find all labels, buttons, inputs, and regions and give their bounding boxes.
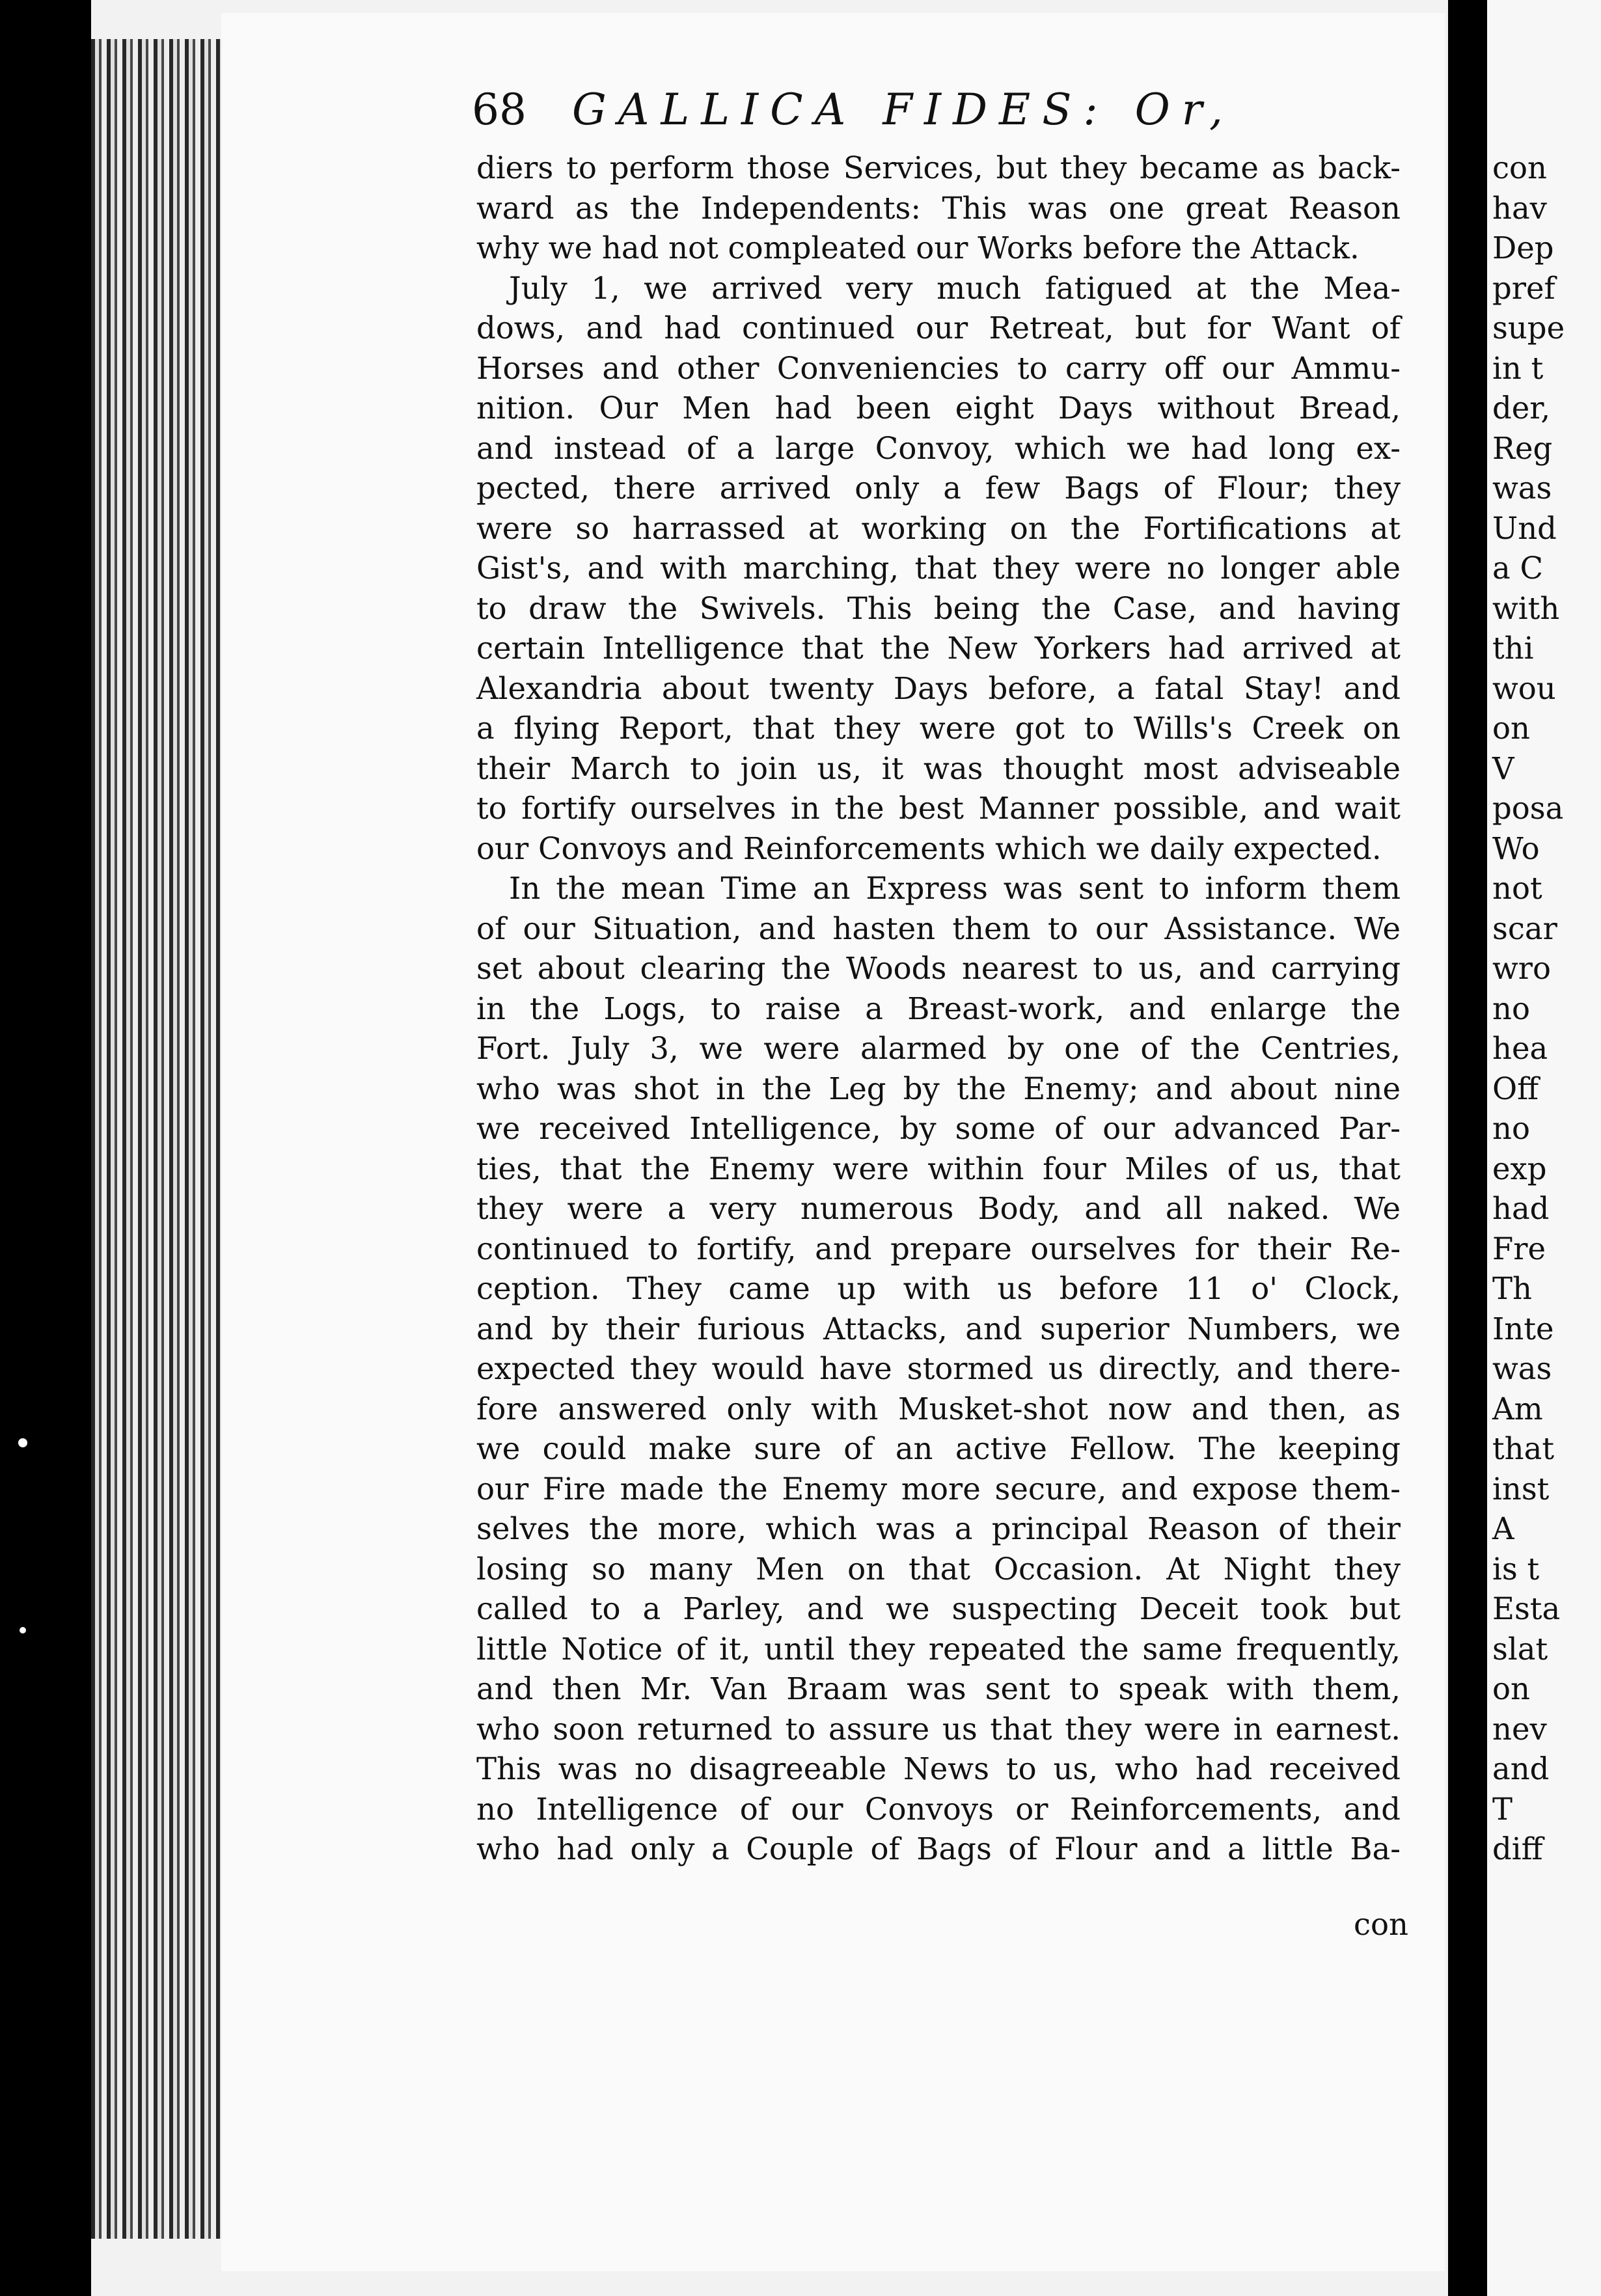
- text-line: pected, there arrived only a few Bags of Flour; they: [476, 471, 1401, 506]
- facing-line-fragment: thi: [1492, 631, 1534, 666]
- facing-line-fragment: is t: [1492, 1551, 1540, 1587]
- facing-line-fragment: Fre: [1492, 1231, 1546, 1266]
- facing-line-fragment: A: [1492, 1511, 1514, 1546]
- facing-line-fragment: a C: [1492, 551, 1544, 586]
- text-line: were so harrassed at working on the Fortifications at: [476, 510, 1401, 546]
- text-line: nition. Our Men had been eight Days without Bread,: [476, 390, 1401, 426]
- running-title: GALLICA FIDES: Or,: [571, 85, 1235, 135]
- catchword: con: [1354, 1907, 1408, 1942]
- text-line: dows, and had continued our Retreat, but for Want of: [476, 310, 1401, 346]
- facing-line-fragment: Wo: [1492, 830, 1540, 866]
- scan-speck: [18, 1438, 27, 1447]
- facing-line-fragment: had: [1492, 1191, 1550, 1226]
- facing-line-fragment: V: [1492, 750, 1514, 786]
- text-line: certain Intelligence that the New Yorkers had arrived at: [476, 631, 1401, 666]
- facing-line-fragment: der,: [1492, 390, 1551, 426]
- facing-line-fragment: Inte: [1492, 1311, 1554, 1346]
- facing-line-fragment: Reg: [1492, 430, 1553, 466]
- facing-line-fragment: slat: [1492, 1631, 1548, 1667]
- text-line: selves the more, which was a principal Reason of their: [476, 1511, 1401, 1546]
- text-line: set about clearing the Woods nearest to us, and carrying: [476, 951, 1401, 986]
- text-line: their March to join us, it was thought most adviseable: [476, 750, 1401, 786]
- facing-line-fragment: Und: [1492, 510, 1557, 546]
- text-line: of our Situation, and hasten them to our Assistance. We: [476, 910, 1401, 946]
- text-line: they were a very numerous Body, and all naked. We: [476, 1191, 1401, 1226]
- facing-line-fragment: no: [1492, 1111, 1530, 1146]
- running-head: [472, 85, 1403, 135]
- text-line: we received Intelligence, by some of our advanced Par-: [476, 1111, 1401, 1146]
- text-line: we could make sure of an active Fellow. The keeping: [476, 1431, 1401, 1466]
- facing-line-fragment: that: [1492, 1431, 1555, 1466]
- page-edges-stack: [91, 39, 241, 2239]
- facing-line-fragment: wou: [1492, 670, 1556, 706]
- facing-line-fragment: scar: [1492, 910, 1557, 946]
- facing-line-fragment: Dep: [1492, 230, 1554, 266]
- text-line: Fort. July 3, we were alarmed by one of the Centries,: [476, 1031, 1401, 1066]
- text-line: ception. They came up with us before 11 o' Clock,: [476, 1271, 1401, 1306]
- facing-line-fragment: diff: [1492, 1831, 1543, 1866]
- text-line: our Convoys and Reinforcements which we daily expected.: [476, 830, 1382, 866]
- facing-page: [1487, 0, 1601, 2296]
- facing-line-fragment: no: [1492, 991, 1530, 1026]
- text-line: fore answered only with Musket-shot now and then, as: [476, 1391, 1401, 1427]
- text-line: This was no disagreeable News to us, who had received: [476, 1751, 1401, 1786]
- text-line: losing so many Men on that Occasion. At Night they: [476, 1551, 1401, 1587]
- facing-line-fragment: Th: [1492, 1271, 1532, 1306]
- text-line: called to a Parley, and we suspecting Deceit took but: [476, 1591, 1401, 1626]
- text-line: ties, that the Enemy were within four Miles of us, that: [476, 1151, 1401, 1186]
- facing-line-fragment: was: [1492, 471, 1552, 506]
- facing-line-fragment: con: [1492, 150, 1547, 185]
- text-line: and instead of a large Convoy, which we had long ex-: [476, 430, 1401, 466]
- facing-line-fragment: Off: [1492, 1071, 1539, 1106]
- text-line: July 1, we arrived very much fatigued at the Mea-: [509, 270, 1401, 306]
- facing-line-fragment: pref: [1492, 270, 1555, 306]
- facing-line-fragment: with: [1492, 590, 1560, 626]
- facing-line-fragment: not: [1492, 871, 1542, 906]
- text-line: why we had not compleated our Works before the Attack.: [476, 230, 1360, 266]
- text-line: to draw the Swivels. This being the Case, and having: [476, 590, 1401, 626]
- body-text: [476, 148, 1401, 1870]
- text-line: and by their furious Attacks, and superior Numbers, we: [476, 1311, 1401, 1346]
- text-line: a flying Report, that they were got to Wills's Creek on: [476, 711, 1401, 746]
- text-line: in the Logs, to raise a Breast-work, and enlarge the: [476, 991, 1401, 1026]
- text-line: who soon returned to assure us that they were in earnest.: [476, 1711, 1401, 1747]
- text-line: little Notice of it, until they repeated the same frequently,: [476, 1631, 1401, 1667]
- text-line: In the mean Time an Express was sent to inform them: [509, 871, 1401, 906]
- facing-page-text: [1492, 148, 1601, 1870]
- text-line: continued to fortify, and prepare ourselves for their Re-: [476, 1231, 1401, 1266]
- text-line: diers to perform those Services, but they became as back-: [476, 150, 1401, 185]
- scan-speck: [20, 1627, 26, 1633]
- facing-line-fragment: exp: [1492, 1151, 1547, 1186]
- book-gutter: [1448, 0, 1487, 2296]
- text-line: our Fire made the Enemy more secure, and expose them-: [476, 1471, 1401, 1507]
- facing-line-fragment: in t: [1492, 350, 1544, 386]
- text-line: to fortify ourselves in the best Manner possible, and wait: [476, 791, 1401, 826]
- facing-line-fragment: supe: [1492, 310, 1565, 346]
- text-line: and then Mr. Van Braam was sent to speak with them,: [476, 1671, 1401, 1706]
- text-line: expected they would have stormed us directly, and there-: [476, 1351, 1401, 1386]
- facing-line-fragment: was: [1492, 1351, 1552, 1386]
- facing-line-fragment: hea: [1492, 1031, 1548, 1066]
- text-line: who had only a Couple of Bags of Flour and a little Ba-: [476, 1831, 1401, 1866]
- facing-line-fragment: nev: [1492, 1711, 1547, 1747]
- facing-line-fragment: on: [1492, 711, 1530, 746]
- facing-line-fragment: hav: [1492, 190, 1547, 226]
- text-line: no Intelligence of our Convoys or Reinforcements, and: [476, 1791, 1401, 1827]
- facing-line-fragment: and: [1492, 1751, 1550, 1786]
- page-number: 68: [472, 85, 527, 135]
- facing-line-fragment: Esta: [1492, 1591, 1561, 1626]
- facing-line-fragment: Am: [1492, 1391, 1543, 1427]
- facing-line-fragment: wro: [1492, 951, 1552, 986]
- text-line: Gist's, and with marching, that they were no longer able: [476, 551, 1401, 586]
- facing-line-fragment: T: [1492, 1791, 1513, 1827]
- facing-line-fragment: inst: [1492, 1471, 1550, 1507]
- facing-line-fragment: on: [1492, 1671, 1530, 1706]
- text-line: Alexandria about twenty Days before, a fatal Stay! and: [476, 670, 1401, 706]
- text-line: Horses and other Conveniencies to carry off our Ammu-: [476, 350, 1401, 386]
- facing-line-fragment: posa: [1492, 791, 1564, 826]
- text-line: ward as the Independents: This was one great Reason: [476, 190, 1401, 226]
- text-line: who was shot in the Leg by the Enemy; and about nine: [476, 1071, 1401, 1106]
